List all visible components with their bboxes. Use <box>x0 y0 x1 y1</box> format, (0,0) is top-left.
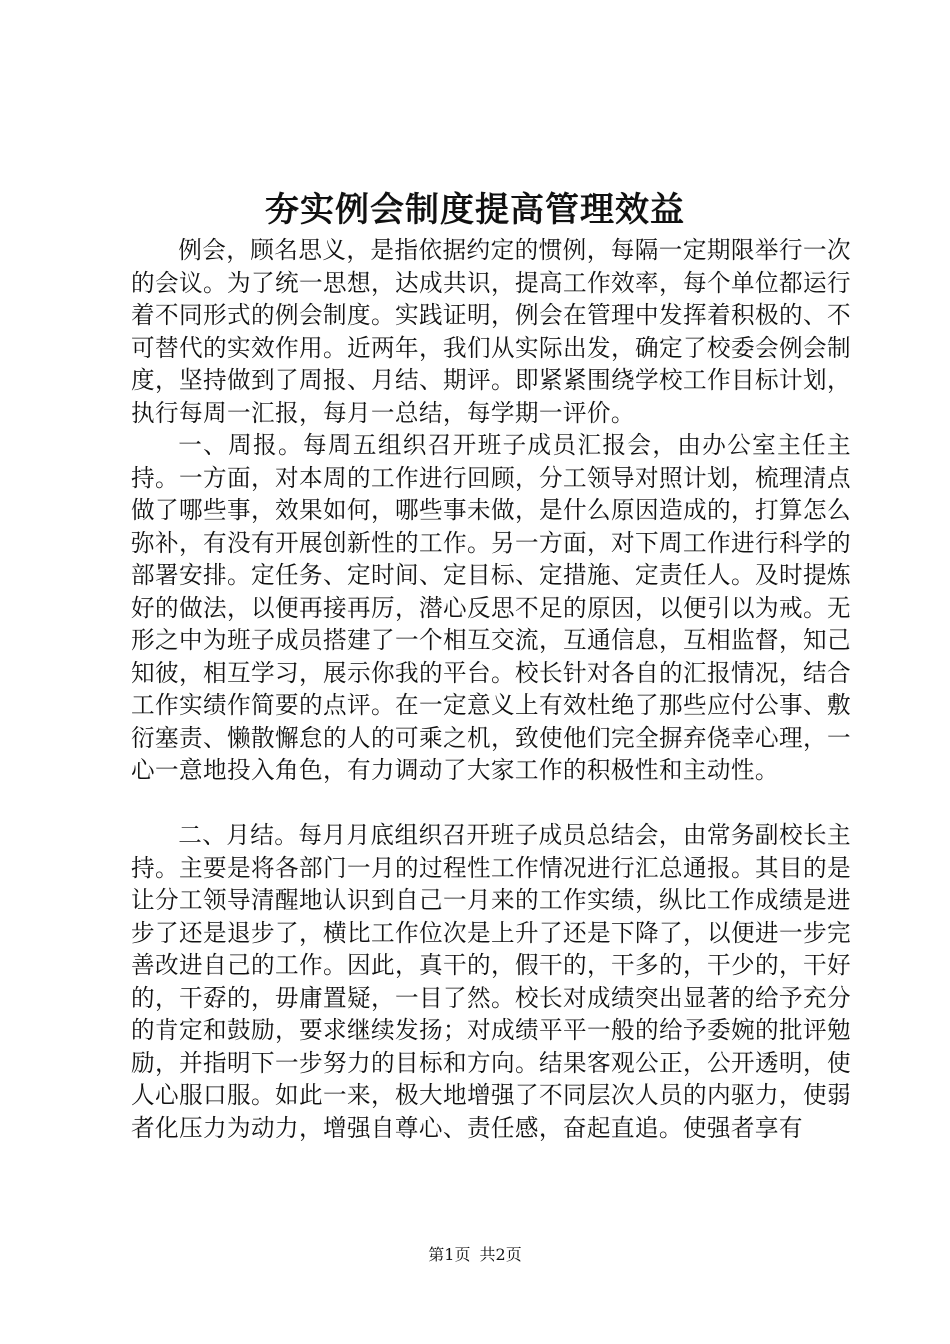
page-total: 共2页 <box>479 1245 522 1264</box>
document-body <box>131 234 851 1144</box>
paragraph-weekly-report: 一、周报。每周五组织召开班子成员汇报会，由办公室主任主持。一方面，对本周的工作进行回顾，分工领导对照计划，梳理清点做了哪些事，效果如何，哪些事未做，是什么原因造成的，打算怎么弥补，有没有开展创新性的工作。另一方面，对下周工作进行科学的部署安排。定任务、定时间、定目标、定措施、定责任人。及时提炼好的做法，以便再接再厉，潜心反思不足的原因，以便引以为戒。无形之中为班子成员搭建了一个相互交流，互通信息，互相监督，知己知彼，相互学习，展示你我的平台。校长针对各自的汇报情况，结合工作实绩作简要的点评。在一定意义上有效杜绝了那些应付公事、敷衍塞责、懒散懈怠的人的可乘之机，致使他们完全摒弃侥幸心理，一心一意地投入角色，有力调动了大家工作的积极性和主动性。 <box>131 431 851 784</box>
document-title: 夯实例会制度提高管理效益 <box>265 190 685 230</box>
paragraph-spacer <box>131 787 851 820</box>
paragraph-monthly-summary: 二、月结。每月月底组织召开班子成员总结会，由常务副校长主持。主要是将各部门一月的过程性工作情况进行汇总通报。其目的是让分工领导清醒地认识到自己一月来的工作实绩，纵比工作成绩是进步了还是退步了，横比工作位次是上升了还是下降了，以便进一步完善改进自己的工作。因此，真干的，假干的，干多的，干少的，干好的，干孬的，毋庸置疑，一目了然。校长对成绩突出显著的给予充分的肯定和鼓励，要求继续发扬；对成绩平平一般的给予委婉的批评勉励，并指明下一步努力的目标和方向。结果客观公正，公开透明，使人心服口服。如此一来，极大地增强了不同层次人员的内驱力，使弱者化压力为动力，增强自尊心、责任感，奋起直追。使强者享有 <box>131 821 851 1142</box>
paragraph-intro: 例会，顾名思义，是指依据约定的惯例，每隔一定期限举行一次的会议。为了统一思想，达成共识，提高工作效率，每个单位都运行着不同形式的例会制度。实践证明，例会在管理中发挥着积极的、不可替代的实效作用。近两年，我们从实际出发，确定了校委会例会制度，坚持做到了周报、月结、期评。即紧紧围绕学校工作目标计划，执行每周一汇报，每月一总结，每学期一评价。 <box>131 236 851 427</box>
page-footer <box>0 1244 950 1266</box>
page-number: 第1页 <box>428 1245 471 1264</box>
